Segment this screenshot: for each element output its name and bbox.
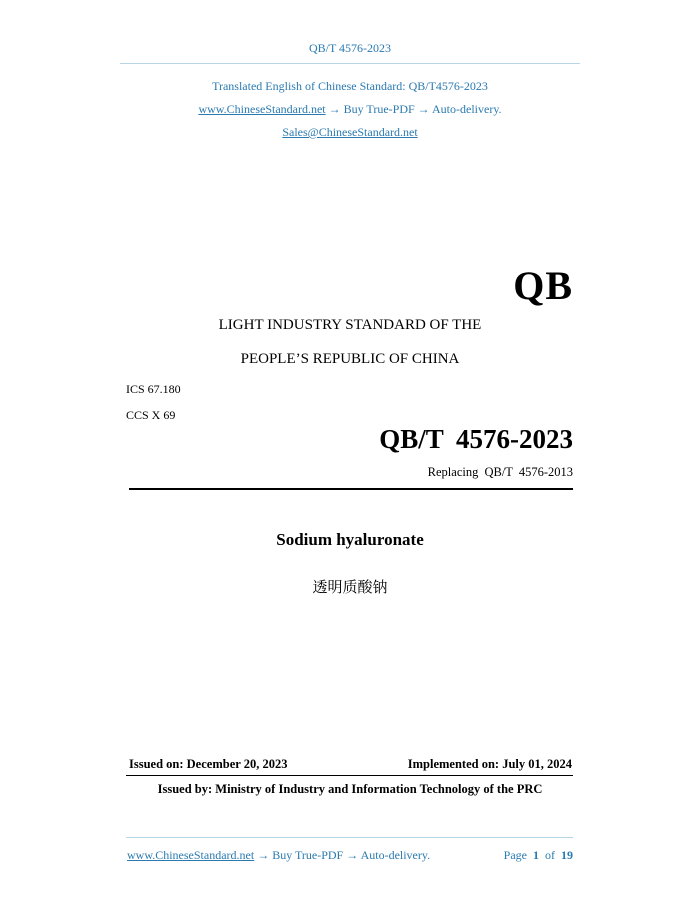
sales-email-link[interactable]: Sales@ChineseStandard.net xyxy=(282,125,418,139)
page-label: Page xyxy=(503,848,527,862)
buy-pdf-line xyxy=(0,102,700,117)
header-divider xyxy=(120,63,580,64)
replacing-note: Replacing QB/T 4576-2013 xyxy=(427,465,573,479)
standard-type-line-1: LIGHT INDUSTRY STANDARD OF THE xyxy=(218,317,482,333)
footer-divider xyxy=(126,837,573,838)
issued-by: Issued by: Ministry of Industry and Information Technology of the PRC xyxy=(157,782,543,796)
ccs-code: CCS X 69 xyxy=(126,408,176,422)
document-title: Sodium hyaluronate xyxy=(276,530,424,549)
footer-buy-text: → Buy True-PDF → Auto-delivery. xyxy=(254,848,431,862)
buy-pdf-text: → Buy True-PDF → Auto-delivery. xyxy=(325,102,502,116)
standard-number: QB/T 4576-2023 xyxy=(379,424,573,454)
standard-type-line-2: PEOPLE’S REPUBLIC OF CHINA xyxy=(240,351,460,367)
footer-buy-line xyxy=(127,848,430,863)
document-title-chinese: 透明质酸钠 xyxy=(312,578,388,596)
page-indicator xyxy=(504,848,573,863)
issued-on-date: Issued on: December 20, 2023 xyxy=(129,757,288,771)
qb-mark: QB xyxy=(513,263,573,308)
of-label: of xyxy=(545,848,555,862)
sales-line xyxy=(0,125,700,140)
translated-standard-line: Translated English of Chinese Standard: QB/T4576-2023 xyxy=(212,79,488,93)
site-link[interactable]: www.ChineseStandard.net xyxy=(198,102,326,116)
footer-site-link[interactable]: www.ChineseStandard.net xyxy=(127,848,255,862)
title-divider xyxy=(129,488,573,490)
page-total: 19 xyxy=(561,848,573,862)
dates-divider xyxy=(126,775,573,776)
implemented-on-date: Implemented on: July 01, 2024 xyxy=(407,757,572,771)
ics-code: ICS 67.180 xyxy=(126,382,181,396)
header-doc-code: QB/T 4576-2023 xyxy=(308,41,392,55)
page-current: 1 xyxy=(533,848,539,862)
